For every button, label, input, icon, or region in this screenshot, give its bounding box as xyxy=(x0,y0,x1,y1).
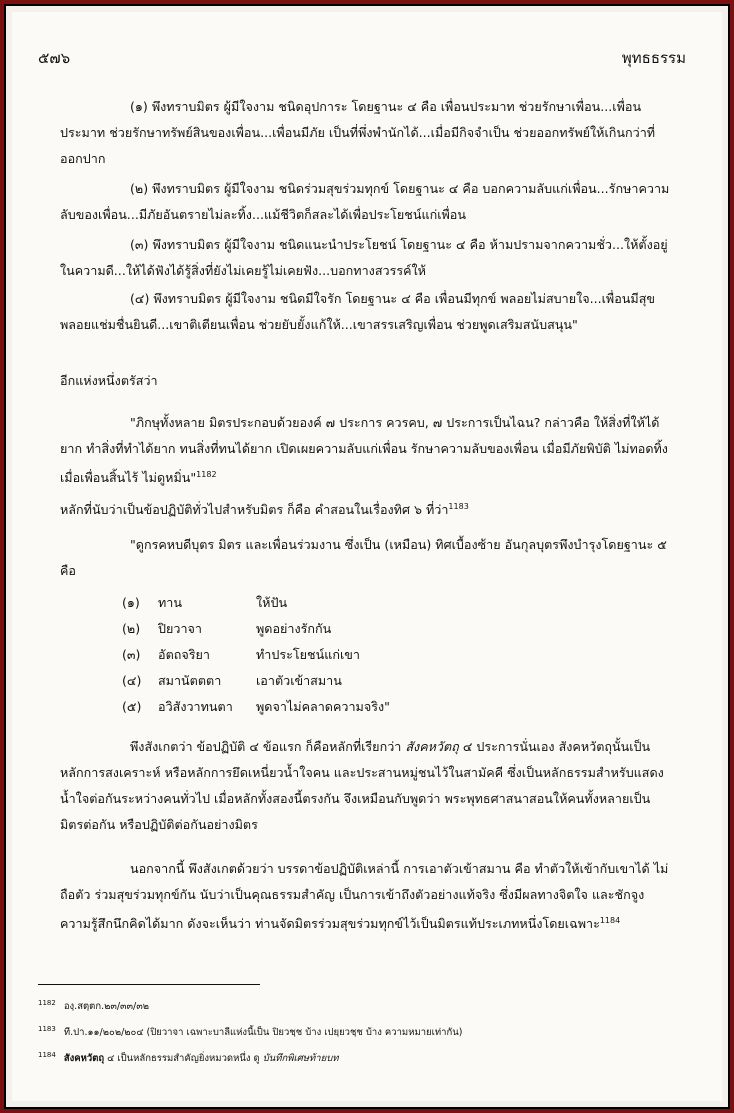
footnote-ref-1184[interactable]: 1184 xyxy=(599,916,621,925)
footnote-divider xyxy=(38,984,260,985)
list-term: สมานัตตตา xyxy=(158,673,222,688)
footnote-ref-1182[interactable]: 1182 xyxy=(196,470,217,479)
page-frame xyxy=(4,4,730,1109)
observation-paragraph-2 xyxy=(60,856,670,937)
list-item xyxy=(122,694,390,720)
paragraph-friend-type-1: (๑) พึงทราบมิตร ผู้มีใจงาม ชนิดอุปการะ โดยฐานะ ๔ คือ เพื่อนประมาท ช่วยรักษาเพื่อน...เพื่อนประมาท ช่วยรักษาทรัพย์สินของเพื่อน...เพื่อนมีภัย เป็นที่พึ่งพำนักได้...เมื่อมีกิจจำเป็น ช่วยออกทรัพย์ให้เกินกว่าที่ออกปาก xyxy=(60,99,656,166)
footnote-number: 1184 xyxy=(38,1051,56,1059)
quote-seven-qualities xyxy=(60,410,670,491)
observation-text-a: พึงสังเกตว่า ข้อปฏิบัติ ๔ ข้อแรก ก็คือหลักที่เรียกว่า xyxy=(130,739,402,754)
book-title: พุทธธรรม xyxy=(621,49,686,67)
list-term: ปิยวาจา xyxy=(158,621,202,636)
quote-seven-text: "ภิกษุทั้งหลาย มิตรประกอบด้วยองค์ ๗ ประการ ควรคบ, ๗ ประการเป็นไฉน? กล่าวคือ ให้สิ่งที่ให้ได้ยาก ทำสิ่งที่ทำได้ยาก ทนสิ่งที่ทนได้ยาก เปิดเผยความลับแก่เพื่อน รักษาความลับของเพื่อน เมื่อมีภัยพิบัติ ไม่ทอดทิ้ง เมื่อเพื่อนสิ้นไร้ ไม่ดูหมิ่น" xyxy=(60,415,668,486)
principle-intro xyxy=(60,494,670,523)
footnote-ref-1183[interactable]: 1183 xyxy=(448,502,469,511)
footnote-1183 xyxy=(38,1022,678,1040)
list-meaning: ให้ปัน xyxy=(256,595,288,610)
paragraph-friend-type-2: (๒) พึงทราบมิตร ผู้มีใจงาม ชนิดร่วมสุขร่วมทุกข์ โดยฐานะ ๔ คือ บอกความลับแก่เพื่อน...รักษาความลับของเพื่อน...มีภัยอันตรายไม่ละทิ้ง...แม้ชีวิตก็สละได้เพื่อประโยชน์แก่เพื่อน xyxy=(60,181,670,222)
list-item xyxy=(122,642,360,668)
principle-text: หลักที่นับว่าเป็นข้อปฏิบัติทั่วไปสำหรับมิตร ก็คือ คำสอนในเรื่องทิศ ๖ ที่ว่า xyxy=(60,502,449,518)
list-number: (๓) xyxy=(122,647,141,662)
list-number: (๕) xyxy=(122,699,142,714)
observation-paragraph-1 xyxy=(60,734,670,838)
footnote-1184 xyxy=(38,1048,678,1066)
footnote-number: 1183 xyxy=(38,1025,56,1033)
quote-six-directions: "ดูกรคหบดีบุตร มิตร และเพื่อนร่วมงาน ซึ่งเป็น (เหมือน) ทิศเบื้องซ้าย อันกุลบุตรพึงบำรุงโดยฐานะ ๕ คือ xyxy=(60,537,667,578)
observation-2-text: นอกจากนี้ พึงสังเกตด้วยว่า บรรดาข้อปฏิบัติเหล่านี้ การเอาตัวเข้าสมาน คือ ทำตัวให้เข้ากับเขาได้ ไม่ถือตัว ร่วมสุขร่วมทุกข์กัน นับว่าเป็นคุณธรรมสำคัญ เป็นการเข้าถึงตัวอย่างแท้จริง ซึ่งมีผลทางจิตใจ และชักจูงความรู้สึกนึกคิดได้มาก ดังจะเห็นว่า ท่านจัดมิตรร่วมสุขร่วมทุกข์ไว้เป็นมิตรแท้ประเภทหนึ่งโดยเฉพาะ xyxy=(60,861,669,932)
footnote-reference: บันทึกพิเศษท้ายบท xyxy=(262,1053,339,1065)
footnote-text: ๔ เป็นหลักธรรมสำคัญยิ่งหมวดหนึ่ง ดู xyxy=(107,1053,260,1065)
list-number: (๔) xyxy=(122,673,142,688)
list-meaning: เอาตัวเข้าสมาน xyxy=(256,673,342,688)
page-number: ๕๗๖ xyxy=(38,49,71,67)
observation-text-b: ๔ ประการนั่นเอง สังคหวัตถุนั้นเป็นหลักการสงเคราะห์ หรือหลักการยึดเหนี่ยวน้ำใจคน และประสานหมู่ชนไว้ในสามัคคี ซึ่งเป็นหลักธรรมสำหรับแสดงน้ำใจต่อกันระหว่างคนทั่วไป เมื่อหลักทั้งสองนี้ตรงกัน จึงเหมือนกับพูดว่า พระพุทธศาสนาสอนให้คนทั้งหลายเป็นมิตรต่อกัน หรือปฏิบัติต่อกันอย่างมิตร xyxy=(60,739,664,832)
footnote-text: ที.ปา.๑๑/๒๐๒/๒๐๔ (ปิยวาจา เฉพาะบาลีแห่งนี้เป็น ปิยวชฺช บ้าง เปยฺยวชฺช บ้าง ความหมายเท่ากัน) xyxy=(63,1027,463,1039)
footnote-1182 xyxy=(38,996,678,1014)
paragraph-friend-type-3: (๓) พึงทราบมิตร ผู้มีใจงาม ชนิดแนะนำประโยชน์ โดยฐานะ ๔ คือ ห้ามปรามจากความชั่ว...ให้ตั้งอยู่ในความดี...ให้ได้ฟังได้รู้สิ่งที่ยังไม่เคยรู้ไม่เคยฟัง...บอกทางสวรรค์ให้ xyxy=(60,237,668,278)
list-meaning: ทำประโยชน์แก่เขา xyxy=(256,647,360,662)
list-meaning: พูดอย่างรักกัน xyxy=(256,621,332,636)
another-passage-intro: อีกแห่งหนึ่งตรัสว่า xyxy=(60,373,158,388)
list-meaning: พูดจาไม่คลาดความจริง" xyxy=(256,699,390,714)
list-term: อัตถจริยา xyxy=(158,647,210,662)
list-term: ทาน xyxy=(158,595,182,610)
book-page xyxy=(12,12,722,1101)
list-number: (๑) xyxy=(122,595,140,610)
list-term: อวิสังวาทนตา xyxy=(158,699,233,714)
footnote-number: 1182 xyxy=(38,999,56,1007)
footnote-text: องฺ.สตฺตก.๒๓/๓๓/๓๒ xyxy=(63,1001,150,1013)
list-item xyxy=(122,590,287,616)
footnote-term: สังคหวัตถุ xyxy=(63,1053,105,1065)
list-number: (๒) xyxy=(122,621,141,636)
list-item xyxy=(122,616,331,642)
paragraph-friend-type-4: (๔) พึงทราบมิตร ผู้มีใจงาม ชนิดมีใจรัก โดยฐานะ ๔ คือ เพื่อนมีทุกข์ พลอยไม่สบายใจ...เพื่อนมีสุข พลอยแช่มชื่นยินดี...เขาติเตียนเพื่อน ช่วยยับยั้งแก้ให้...เขาสรรเสริญเพื่อน ช่วยพูดเสริมสนับสนุน" xyxy=(60,291,655,332)
list-item xyxy=(122,668,342,694)
sangahavatthu-term: สังคหวัตถุ xyxy=(405,739,459,754)
